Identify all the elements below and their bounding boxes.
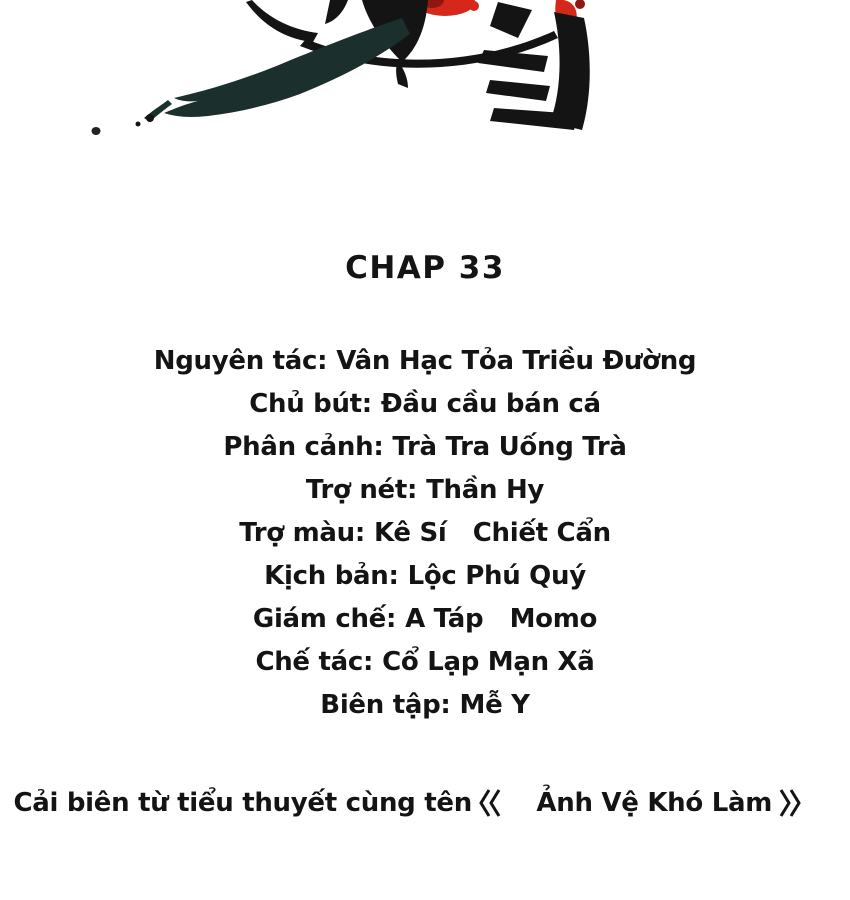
credit-person-name: Kê Sí Chiết Cẩn xyxy=(373,518,611,548)
credit-line-production xyxy=(0,641,850,684)
novel-title: Ảnh Vệ Khó Làm xyxy=(536,788,772,818)
adaptation-note-prefix: Cải biên từ tiểu thuyết cùng tên xyxy=(13,788,472,818)
close-double-angle-bracket-icon xyxy=(778,727,831,879)
credit-line-storyboard xyxy=(0,426,850,469)
credit-role-label: Trợ màu: xyxy=(239,518,365,548)
brush-stroke-art-icon xyxy=(80,0,610,140)
credit-role-label: Phân cảnh: xyxy=(223,432,384,462)
open-double-angle-bracket-icon xyxy=(478,727,531,879)
credit-role-label: Nguyên tác: xyxy=(153,346,328,376)
credit-person-name: Vân Hạc Tỏa Triều Đường xyxy=(336,346,697,376)
credit-role-label: Biên tập: xyxy=(320,690,451,720)
credit-role-label: Trợ nét: xyxy=(305,475,418,505)
credit-line-line-assist xyxy=(0,469,850,512)
credit-person-name: Thần Hy xyxy=(426,475,545,505)
credit-line-original-work xyxy=(0,340,850,383)
credit-role-label: Giám chế: xyxy=(252,604,397,634)
credit-line-supervisor xyxy=(0,598,850,641)
title-calligraphy-art xyxy=(80,0,610,140)
credit-line-color-assist xyxy=(0,512,850,555)
credit-person-name: Lộc Phú Quý xyxy=(407,561,586,591)
credit-role-label: Chế tác: xyxy=(255,647,374,677)
credit-person-name: Đầu cầu bán cá xyxy=(380,389,601,419)
credit-person-name: Mễ Y xyxy=(459,690,530,720)
credit-line-editor xyxy=(0,684,850,727)
adaptation-note xyxy=(0,727,850,879)
credit-role-label: Kịch bản: xyxy=(264,561,399,591)
credit-person-name: Cổ Lạp Mạn Xã xyxy=(382,647,595,677)
credit-person-name: Trà Tra Uống Trà xyxy=(392,432,627,462)
credit-role-label: Chủ bút: xyxy=(249,389,372,419)
credit-line-script xyxy=(0,555,850,598)
credit-person-name: A Táp Momo xyxy=(405,604,598,634)
credit-line-chief-editor xyxy=(0,383,850,426)
credits-list xyxy=(0,340,850,727)
chapter-heading: CHAP 33 xyxy=(345,250,505,286)
